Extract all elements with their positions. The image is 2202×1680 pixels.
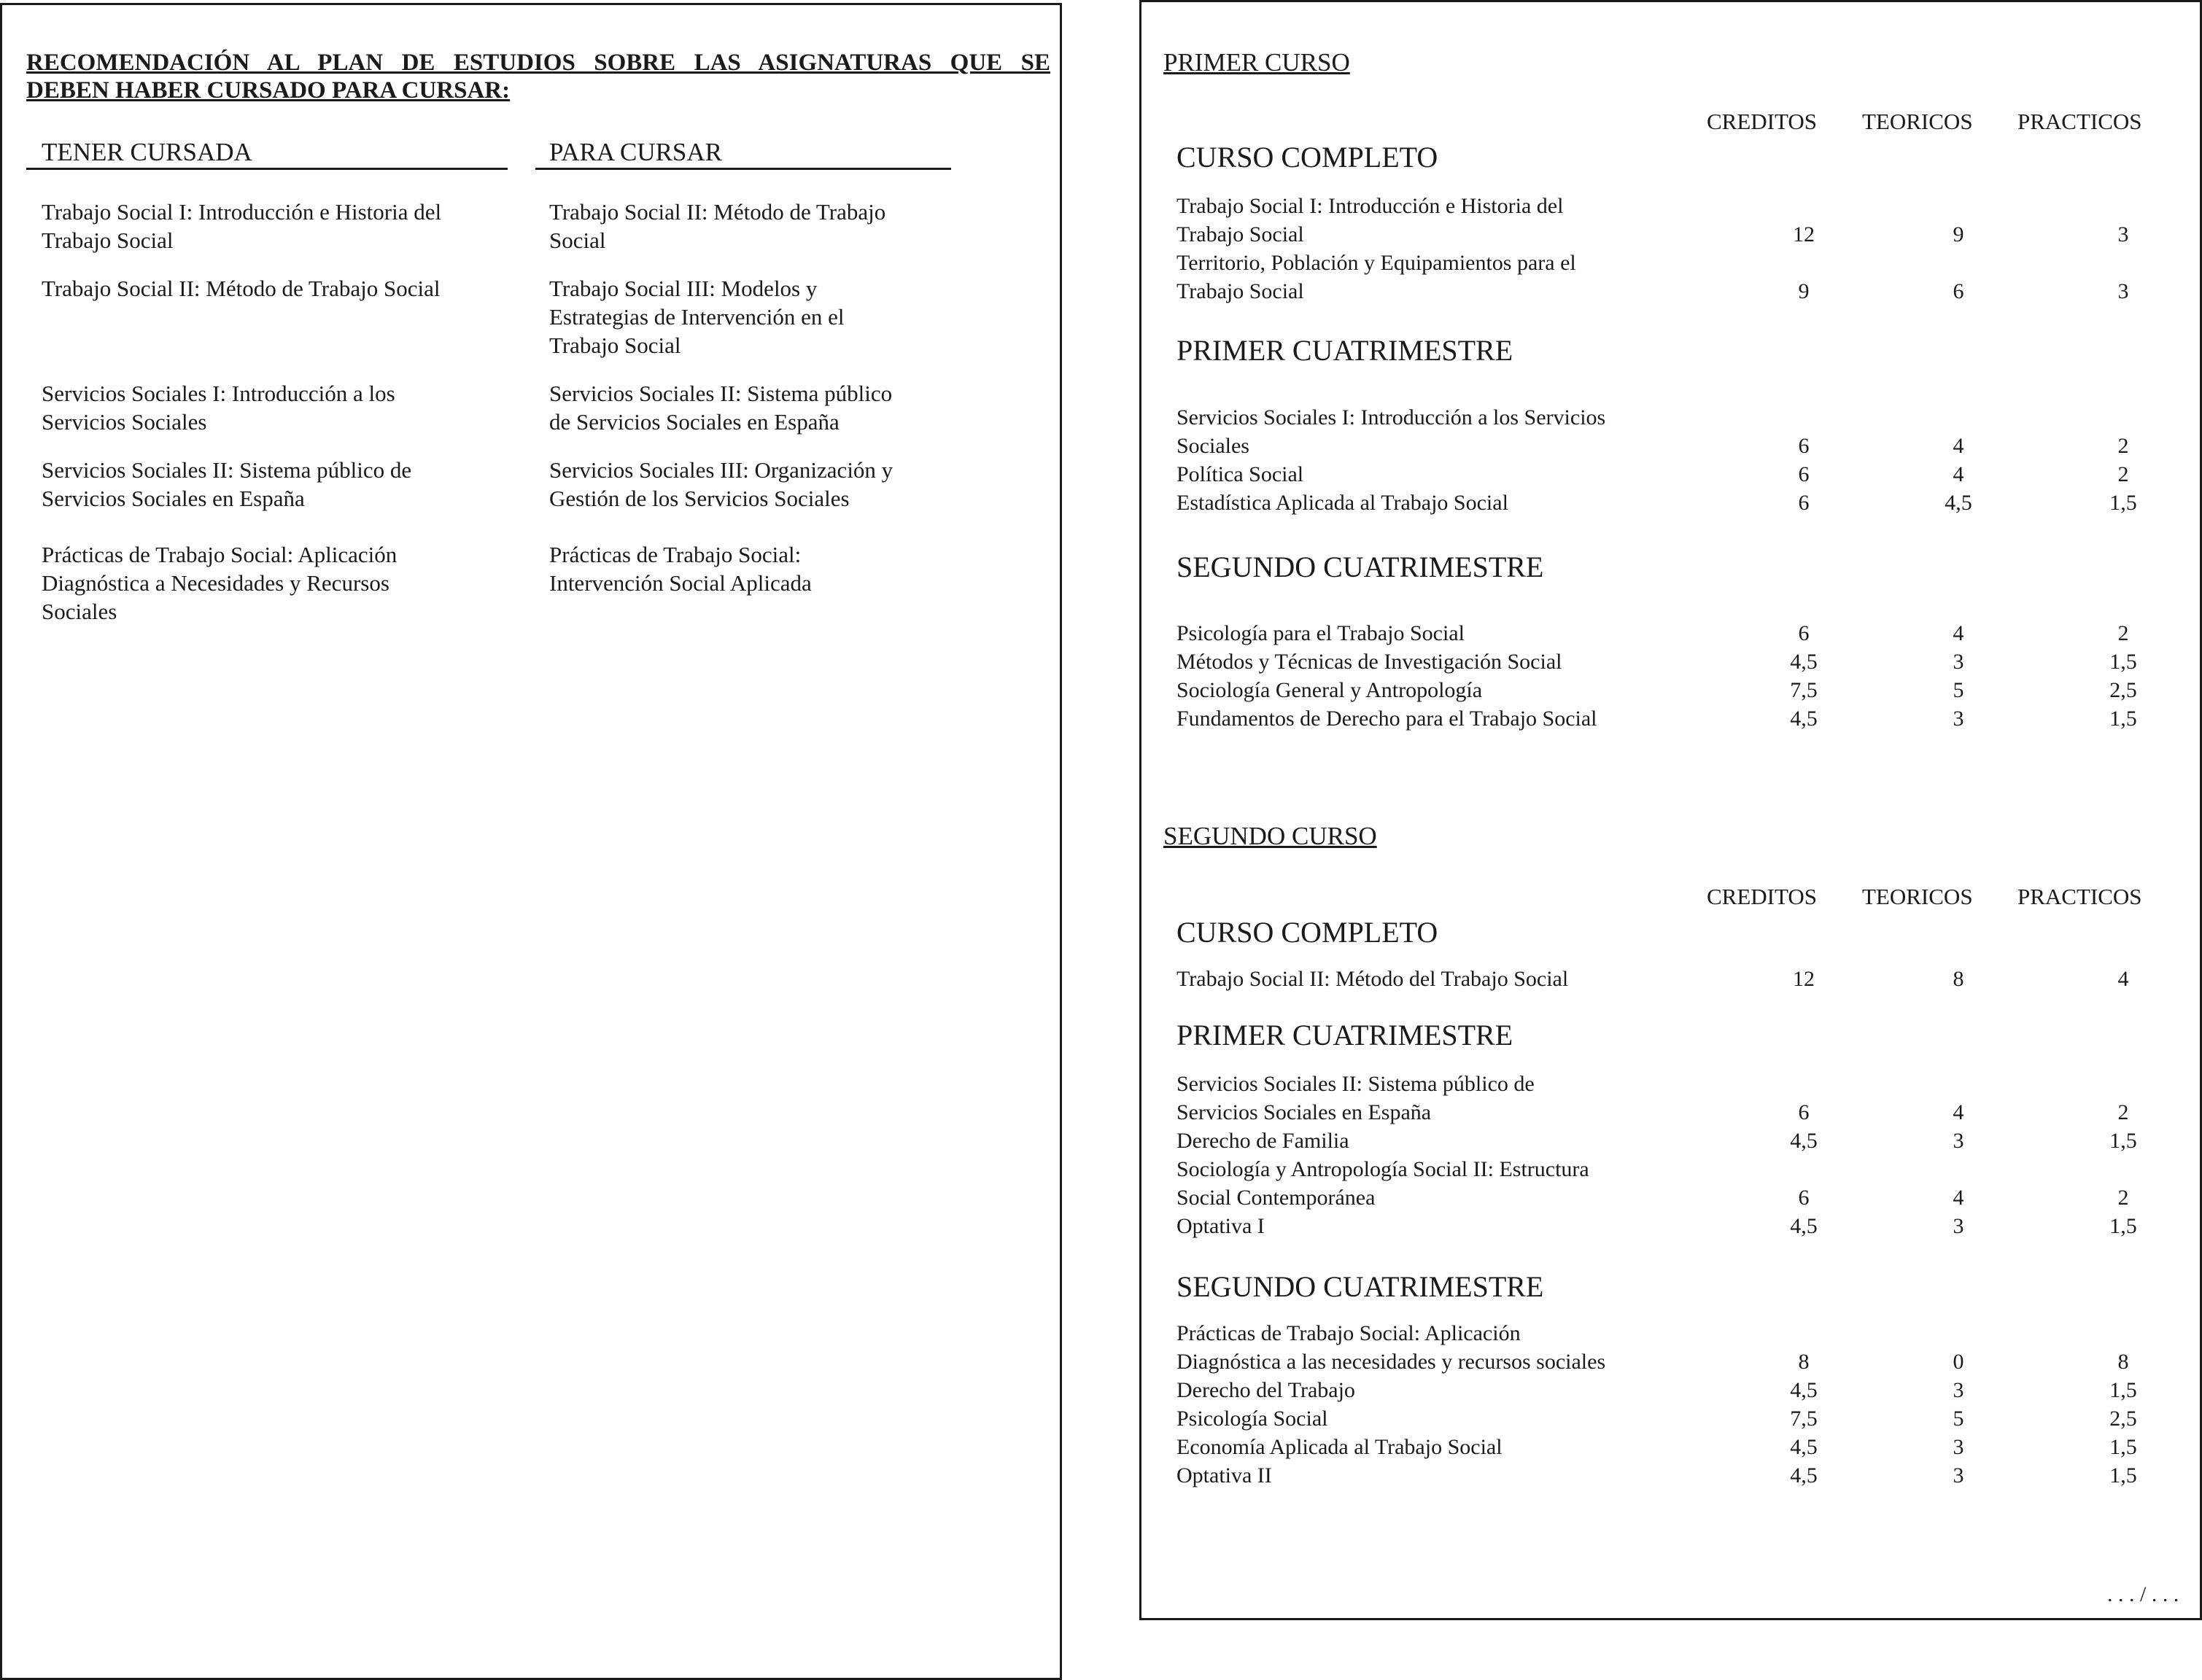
table-row <box>1176 460 2168 489</box>
para-cursar-course <box>549 379 1016 436</box>
primer-curso-column-label: PRACTICOS <box>2017 109 2142 134</box>
creditos-value: 4,5 <box>1790 1378 1818 1402</box>
teoricos-value: 3 <box>1953 1435 1964 1459</box>
practicos-value: 3 <box>2117 279 2129 303</box>
teoricos-value: 4 <box>1953 1186 1964 1210</box>
subject-name: Sociales <box>1176 434 1249 458</box>
creditos-value: 9 <box>1798 279 1810 303</box>
para-cursar-course-line: Prácticas de Trabajo Social: <box>549 542 802 567</box>
practicos-value: 1,5 <box>2109 491 2137 515</box>
practicos-value: 1,5 <box>2109 650 2137 674</box>
creditos-value: 6 <box>1798 491 1810 515</box>
creditos-value: 4,5 <box>1790 1463 1818 1488</box>
table-row <box>1176 432 2168 460</box>
teoricos-value: 6 <box>1953 279 1964 303</box>
practicos-value: 1,5 <box>2109 1129 2137 1153</box>
practicos-value: 1,5 <box>2109 1214 2137 1238</box>
para-cursar-header: PARA CURSAR <box>549 138 723 166</box>
subject-name: Psicología Social <box>1176 1407 1328 1431</box>
creditos-value: 7,5 <box>1790 1407 1818 1431</box>
table-row <box>1176 1404 2168 1433</box>
para-cursar-course-line: Intervención Social Aplicada <box>549 570 812 596</box>
teoricos-value: 5 <box>1953 678 1964 702</box>
creditos-value: 6 <box>1798 1100 1810 1124</box>
segundo-curso-section-title: PRIMER CUATRIMESTRE <box>1176 1019 1513 1051</box>
tener-cursada-course <box>42 274 508 303</box>
teoricos-value: 4 <box>1953 434 1964 458</box>
para-cursar-course-line: Servicios Sociales II: Sistema público <box>549 381 893 406</box>
table-row <box>1176 704 2168 733</box>
table-row <box>1176 619 2168 648</box>
para-cursar-course <box>549 456 1016 513</box>
subject-name: Política Social <box>1176 462 1304 486</box>
subject-name: Trabajo Social II: Método del Trabajo Social <box>1176 967 1569 991</box>
practicos-value: 1,5 <box>2109 1378 2137 1402</box>
subject-name: Trabajo Social I: Introducción e Historia del <box>1176 194 1564 218</box>
subject-name: Trabajo Social <box>1176 222 1304 246</box>
practicos-value: 2 <box>2117 621 2129 645</box>
para-cursar-course-line: Social <box>549 228 606 253</box>
practicos-value: 2 <box>2117 1100 2129 1124</box>
teoricos-value: 3 <box>1953 1214 1964 1238</box>
creditos-value: 12 <box>1793 222 1815 246</box>
tener-cursada-course-line: Servicios Sociales en España <box>42 486 305 511</box>
tener-cursada-course-line: Trabajo Social II: Método de Trabajo Social <box>42 276 441 301</box>
subject-name: Servicios Sociales I: Introducción a los Servicios <box>1176 405 1606 429</box>
practicos-value: 4 <box>2117 967 2129 991</box>
subject-name: Derecho del Trabajo <box>1176 1378 1355 1402</box>
table-row <box>1176 1319 2168 1348</box>
para-cursar-course-line: de Servicios Sociales en España <box>549 409 840 435</box>
table-row <box>1176 1461 2168 1490</box>
recommendation-title <box>26 49 1050 104</box>
para-cursar-course-line: Trabajo Social III: Modelos y <box>549 276 818 301</box>
subject-name: Sociología y Antropología Social II: Estructura <box>1176 1157 1589 1181</box>
tener-cursada-course-line: Trabajo Social I: Introducción e Historia del <box>42 199 442 225</box>
para-cursar-course <box>549 540 1016 597</box>
para-cursar-course-line: Trabajo Social <box>549 332 681 358</box>
tener-cursada-course <box>42 456 508 513</box>
creditos-value: 4,5 <box>1790 707 1818 731</box>
subject-name: Sociología General y Antropología <box>1176 678 1483 702</box>
tener-cursada-course <box>42 540 508 626</box>
practicos-value: 1,5 <box>2109 1463 2137 1488</box>
creditos-value: 4,5 <box>1790 1214 1818 1238</box>
practicos-value: 1,5 <box>2109 1435 2137 1459</box>
teoricos-value: 0 <box>1953 1350 1964 1374</box>
segundo-curso-column-label: CREDITOS <box>1707 884 1818 909</box>
primer-curso-section-title: CURSO COMPLETO <box>1176 141 1438 174</box>
creditos-value: 8 <box>1798 1350 1810 1374</box>
subject-name: Trabajo Social <box>1176 279 1304 303</box>
tener-cursada-rule <box>26 168 508 170</box>
segundo-curso-column-label: TEORICOS <box>1862 884 1973 909</box>
para-cursar-course-line: Trabajo Social II: Método de Trabajo <box>549 199 886 225</box>
tener-cursada-course-line: Servicios Sociales <box>42 409 207 435</box>
creditos-value: 6 <box>1798 1186 1810 1210</box>
subject-name: Métodos y Técnicas de Investigación Social <box>1176 650 1562 674</box>
recommendation-title-line-1: RECOMENDACIÓN AL PLAN DE ESTUDIOS SOBRE LAS ASIGNATURAS QUE SE <box>26 50 1050 76</box>
segundo-curso-column-label: PRACTICOS <box>2017 884 2142 909</box>
tener-cursada-course-line: Servicios Sociales II: Sistema público de <box>42 457 412 483</box>
table-row <box>1176 1070 2168 1098</box>
practicos-value: 2 <box>2117 462 2129 486</box>
teoricos-value: 8 <box>1953 967 1964 991</box>
teoricos-value: 4 <box>1953 621 1964 645</box>
subject-name: Prácticas de Trabajo Social: Aplicación <box>1176 1321 1521 1345</box>
practicos-value: 2,5 <box>2109 1407 2137 1431</box>
para-cursar-rule <box>535 168 951 170</box>
teoricos-value: 4 <box>1953 1100 1964 1124</box>
para-cursar-course-line: Gestión de los Servicios Sociales <box>549 486 850 511</box>
creditos-value: 4,5 <box>1790 1129 1818 1153</box>
tener-cursada-course <box>42 198 508 254</box>
segundo-curso-title: SEGUNDO CURSO <box>1163 822 1377 850</box>
creditos-value: 4,5 <box>1790 650 1818 674</box>
tener-cursada-course-line: Prácticas de Trabajo Social: Aplicación <box>42 542 398 567</box>
segundo-curso-section-title: SEGUNDO CUATRIMESTRE <box>1176 1270 1544 1303</box>
table-row <box>1176 965 2168 993</box>
table-row <box>1176 249 2168 277</box>
creditos-value: 6 <box>1798 434 1810 458</box>
teoricos-value: 3 <box>1953 1129 1964 1153</box>
practicos-value: 2,5 <box>2109 678 2137 702</box>
tener-cursada-course-line: Sociales <box>42 599 117 624</box>
teoricos-value: 4 <box>1953 462 1964 486</box>
teoricos-value: 9 <box>1953 222 1964 246</box>
table-row <box>1176 1433 2168 1461</box>
primer-curso-column-label: TEORICOS <box>1862 109 1973 134</box>
primer-curso-column-label: CREDITOS <box>1707 109 1818 134</box>
para-cursar-course <box>549 274 1016 359</box>
para-cursar-course-line: Estrategias de Intervención en el <box>549 304 845 330</box>
right-page <box>1139 0 2202 1620</box>
segundo-curso-section-title: CURSO COMPLETO <box>1176 916 1438 949</box>
table-row <box>1176 1376 2168 1404</box>
table-row <box>1176 648 2168 676</box>
table-row <box>1176 192 2168 220</box>
primer-curso-section-title: PRIMER CUATRIMESTRE <box>1176 334 1513 367</box>
subject-name: Optativa I <box>1176 1214 1265 1238</box>
recommendation-title-line-2: DEBEN HABER CURSADO PARA CURSAR: <box>26 77 511 104</box>
tener-cursada-course-line: Diagnóstica a Necesidades y Recursos <box>42 570 389 596</box>
subject-name: Economía Aplicada al Trabajo Social <box>1176 1435 1503 1459</box>
tener-cursada-course <box>42 379 508 436</box>
table-row <box>1176 1127 2168 1155</box>
table-row <box>1176 1348 2168 1376</box>
practicos-value: 1,5 <box>2109 707 2137 731</box>
tener-cursada-header: TENER CURSADA <box>42 138 252 166</box>
subject-name: Servicios Sociales II: Sistema público de <box>1176 1072 1535 1096</box>
teoricos-value: 3 <box>1953 1463 1964 1488</box>
table-row <box>1176 489 2168 517</box>
teoricos-value: 3 <box>1953 707 1964 731</box>
practicos-value: 2 <box>2117 1186 2129 1210</box>
creditos-value: 7,5 <box>1790 678 1818 702</box>
creditos-value: 6 <box>1798 462 1810 486</box>
practicos-value: 8 <box>2117 1350 2129 1374</box>
table-row <box>1176 403 2168 432</box>
subject-name: Servicios Sociales en España <box>1176 1100 1432 1124</box>
table-row <box>1176 220 2168 249</box>
creditos-value: 4,5 <box>1790 1435 1818 1459</box>
subject-name: Diagnóstica a las necesidades y recursos sociales <box>1176 1350 1606 1374</box>
table-row <box>1176 277 2168 306</box>
para-cursar-course <box>549 198 1016 254</box>
subject-name: Psicología para el Trabajo Social <box>1176 621 1465 645</box>
subject-name: Social Contemporánea <box>1176 1186 1376 1210</box>
table-row <box>1176 676 2168 704</box>
teoricos-value: 5 <box>1953 1407 1964 1431</box>
table-row <box>1176 1212 2168 1240</box>
primer-curso-section-title: SEGUNDO CUATRIMESTRE <box>1176 551 1544 583</box>
teoricos-value: 3 <box>1953 650 1964 674</box>
teoricos-value: 4,5 <box>1945 491 1972 515</box>
subject-name: Optativa II <box>1176 1463 1272 1488</box>
left-page <box>0 3 1062 1680</box>
continuation-mark: . . . / . . . <box>2107 1582 2179 1606</box>
practicos-value: 2 <box>2117 434 2129 458</box>
creditos-value: 6 <box>1798 621 1810 645</box>
tener-cursada-course-line: Servicios Sociales I: Introducción a los <box>42 381 395 406</box>
subject-name: Territorio, Población y Equipamientos para el <box>1176 251 1576 275</box>
practicos-value: 3 <box>2117 222 2129 246</box>
table-row <box>1176 1183 2168 1212</box>
para-cursar-course-line: Servicios Sociales III: Organización y <box>549 457 893 483</box>
subject-name: Derecho de Familia <box>1176 1129 1349 1153</box>
tener-cursada-course-line: Trabajo Social <box>42 228 174 253</box>
subject-name: Estadística Aplicada al Trabajo Social <box>1176 491 1508 515</box>
creditos-value: 12 <box>1793 967 1815 991</box>
table-row <box>1176 1098 2168 1127</box>
table-row <box>1176 1155 2168 1183</box>
primer-curso-title: PRIMER CURSO <box>1163 48 1350 77</box>
teoricos-value: 3 <box>1953 1378 1964 1402</box>
subject-name: Fundamentos de Derecho para el Trabajo Social <box>1176 707 1597 731</box>
